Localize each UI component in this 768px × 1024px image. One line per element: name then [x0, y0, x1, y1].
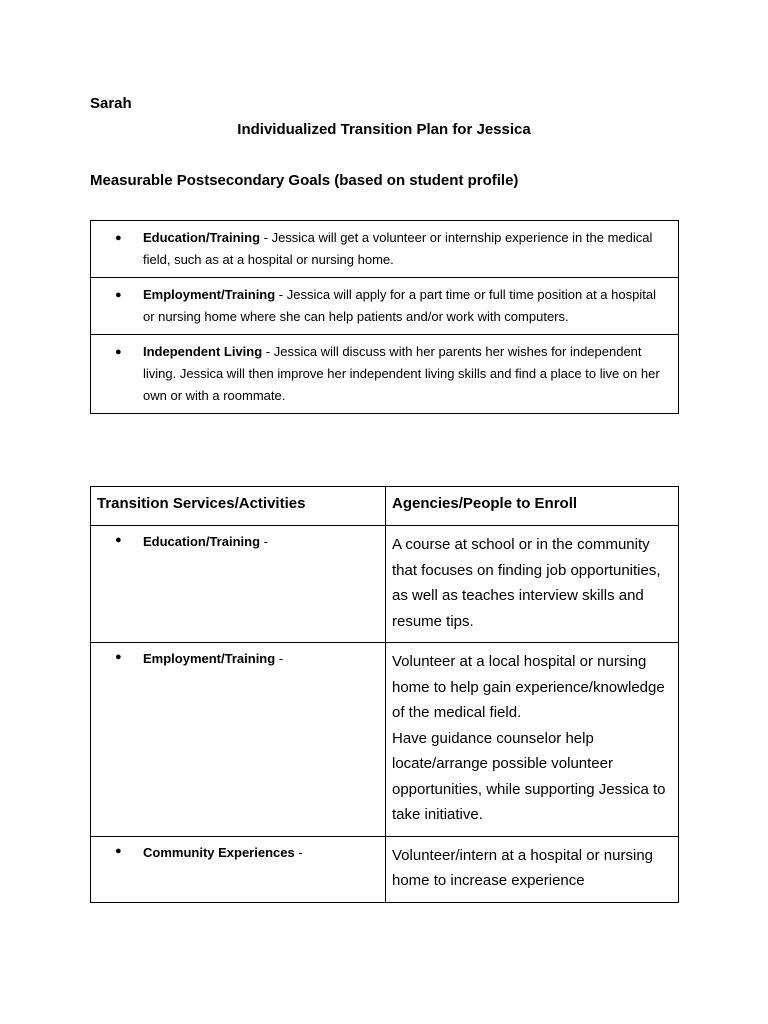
- bullet-icon: ●: [115, 232, 122, 244]
- table-row: [91, 278, 679, 335]
- goal-text: - Jessica will discuss with her parents her wishes for independent living. Jessica will then improve her independent living skills and find a place to live on her own or with a roommate.: [143, 344, 660, 403]
- bullet-icon: ●: [115, 289, 122, 301]
- goal-cell: [91, 335, 679, 414]
- bullet-icon: ●: [115, 346, 122, 358]
- goals-heading: Measurable Postsecondary Goals (based on student profile): [90, 172, 519, 189]
- agency-text: Volunteer/intern at a hospital or nursing home to increase experience: [392, 846, 653, 889]
- list-item: [115, 284, 668, 328]
- service-label: Education/Training: [143, 534, 261, 549]
- table-row: [91, 526, 679, 643]
- table-row: [91, 643, 679, 837]
- table-row: [91, 836, 679, 902]
- goal-cell: [91, 221, 679, 278]
- goal-cell: [91, 278, 679, 335]
- list-item: [115, 651, 375, 666]
- agency-text: Have guidance counselor help locate/arrange possible volunteer opportunities, while supporting Jessica to take initiative.: [392, 729, 666, 823]
- agency-text: Volunteer at a local hospital or nursing home to help gain experience/knowledge of the medical field.: [392, 653, 665, 721]
- service-cell: [91, 643, 386, 837]
- document-title: Individualized Transition Plan for Jessica: [237, 121, 531, 138]
- table-row: [91, 221, 679, 278]
- bullet-icon: ●: [115, 651, 122, 663]
- goal-label: Employment/Training: [143, 287, 276, 302]
- bullet-icon: ●: [115, 534, 122, 546]
- service-cell: [91, 526, 386, 643]
- service-suffix: -: [260, 534, 268, 549]
- table-row: [91, 335, 679, 414]
- list-item: [115, 845, 375, 860]
- list-item: [115, 534, 375, 549]
- service-cell: [91, 836, 386, 902]
- agency-cell: [386, 836, 679, 902]
- service-suffix: -: [275, 651, 284, 666]
- goal-label: Independent Living: [143, 344, 263, 359]
- column-header-services: Transition Services/Activities: [91, 487, 386, 526]
- service-label: Employment/Training: [143, 651, 276, 666]
- goal-text: - Jessica will apply for a part time or full time position at a hospital or nursing home where she can help patients and/or work with computers.: [143, 287, 656, 324]
- goals-table: [90, 220, 679, 414]
- services-table: [90, 486, 679, 903]
- table-header-row: [91, 487, 679, 526]
- agency-cell: [386, 643, 679, 837]
- goal-label: Education/Training: [143, 230, 261, 245]
- service-suffix: -: [294, 844, 303, 860]
- bullet-icon: ●: [115, 844, 122, 857]
- goal-text: - Jessica will get a volunteer or internship experience in the medical field, such as at a hospital or nursing home.: [143, 230, 653, 267]
- agency-cell: [386, 526, 679, 643]
- author-name: Sarah: [90, 95, 132, 112]
- agency-text: A course at school or in the community that focuses on finding job opportunities, as well as teaches interview skills and resume tips.: [392, 536, 661, 630]
- column-header-agencies: Agencies/People to Enroll: [386, 487, 679, 526]
- list-item: [115, 341, 668, 407]
- list-item: [115, 227, 668, 271]
- service-label: Community Experiences: [143, 844, 295, 860]
